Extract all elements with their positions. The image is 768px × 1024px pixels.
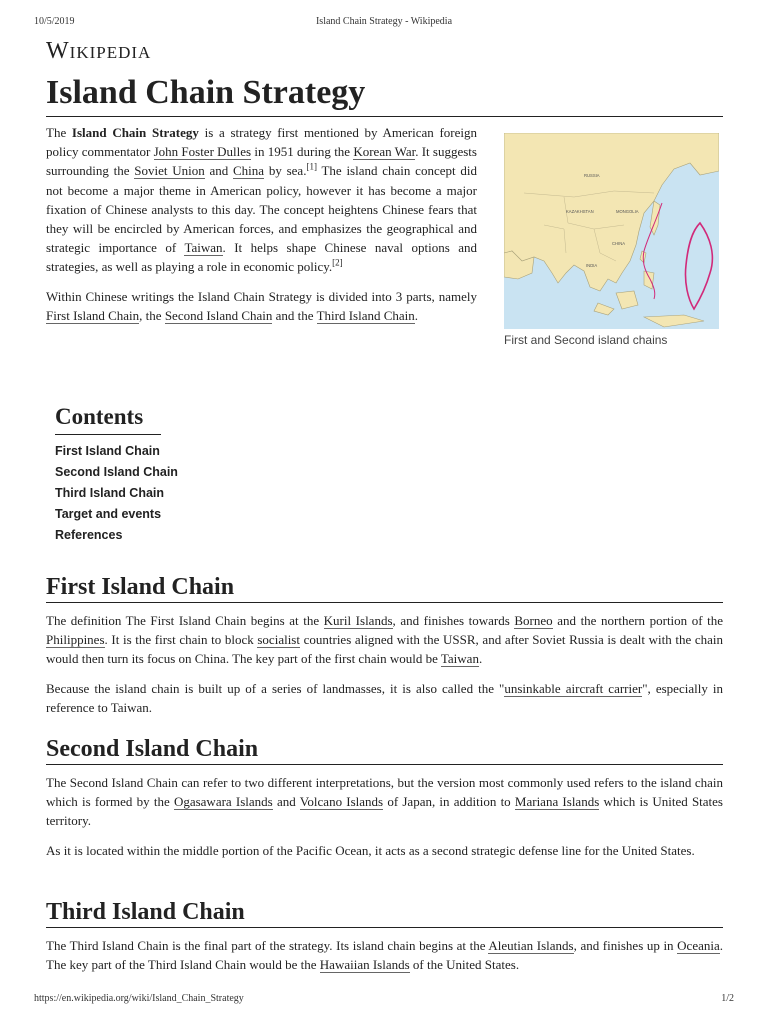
print-page-title: Island Chain Strategy - Wikipedia: [315, 16, 453, 27]
section-paragraph: The definition The First Island Chain begins at the Kuril Islands, and finishes towards Borneo and the northern portion of the Philippines. It is the first chain to block socialist countries aligned with the USSR, and after Soviet Russia is dealt with the chain would then turn its focus on China. The key part of the first chain would be Taiwan.: [46, 613, 723, 667]
section-heading: Third Island Chain: [46, 897, 723, 928]
figure-caption: First and Second island chains: [504, 333, 668, 347]
reference-1[interactable]: [1]: [306, 162, 317, 173]
page-title: Island Chain Strategy: [46, 72, 723, 117]
link-aleutian-islands[interactable]: Aleutian Islands: [488, 938, 574, 953]
section-paragraph: Because the island chain is built up of a series of landmasses, it is also called the "unsinkable aircraft carrier", especially in reference to Taiwan.: [46, 680, 723, 715]
section-paragraph: As it is located within the middle portion of the Pacific Ocean, it acts as a second strategic defense line for the United States.: [46, 842, 695, 858]
map-figure: [504, 133, 719, 347]
link-mariana-islands[interactable]: Mariana Islands: [514, 794, 600, 810]
wikipedia-logo[interactable]: Wikipedia: [46, 38, 152, 64]
section-paragraph: The Third Island Chain is the final part of the strategy. Its island chain begins at the Aleutian Islands, and finishes up in Oceania. The key part of the Third Island Chain would be the Hawaiian Islands of the United States.: [46, 938, 723, 973]
map-label-kazakhstan: KAZAKHSTAN: [566, 209, 594, 214]
lead-section: [46, 123, 477, 335]
link-volcano-islands[interactable]: Volcano Islands: [299, 794, 384, 810]
page-number: 1/2: [721, 993, 734, 1004]
lead-paragraph-2: Within Chinese writings the Island Chain Strategy is divided into 3 parts, namely First Island Chain, the Second Island Chain and the Third Island Chain.: [46, 288, 477, 323]
print-date: 10/5/2019: [34, 16, 75, 27]
toc-item-second-island-chain[interactable]: Second Island Chain: [55, 465, 178, 479]
lead-paragraph-1: The Island Chain Strategy is a strategy first mentioned by American foreign policy commentator John Foster Dulles in 1951 during the Korean War. It suggests surrounding the Soviet Union and China by sea.[1] The island chain concept did not become a major theme in American policy, however it has become a major fixation of Chinese analysts to this day. The concept heightens Chinese fears that they will be encircled by American forces, and emphasizes the geographical and strategic importance of Taiwan. It helps shape Chinese naval options and strategies, as well as playing a role in economic policy.[2]: [46, 125, 478, 275]
link-second-island-chain[interactable]: Second Island Chain: [164, 307, 273, 323]
map-label-china: CHINA: [612, 241, 626, 246]
link-third-island-chain[interactable]: Third Island Chain: [316, 307, 415, 323]
section-heading: Second Island Chain: [46, 734, 723, 765]
link-hawaiian-islands[interactable]: Hawaiian Islands: [319, 957, 410, 973]
link-oceania[interactable]: Oceania: [677, 938, 720, 953]
link-borneo[interactable]: Borneo: [514, 613, 553, 628]
section-paragraph: The Second Island Chain can refer to two different interpretations, but the version most commonly used refers to the island chain which is formed by the Ogasawara Islands and Volcano Islands of Japan, in addition to Mariana Islands which is United States territory.: [46, 775, 723, 829]
link-taiwan[interactable]: Taiwan: [440, 651, 479, 667]
link-taiwan[interactable]: Taiwan: [184, 240, 223, 256]
print-footer: [34, 993, 734, 1007]
link-kuril-islands[interactable]: Kuril Islands: [323, 613, 393, 628]
toc-item-third-island-chain[interactable]: Third Island Chain: [55, 486, 165, 500]
toc-title: Contents: [55, 404, 161, 435]
toc-item-references[interactable]: References: [55, 528, 123, 542]
link-philippines[interactable]: Philippines: [46, 632, 105, 648]
print-header: [34, 16, 734, 30]
section-first-island-chain: [46, 572, 723, 727]
link-korean-war[interactable]: Korean War: [353, 144, 416, 160]
table-of-contents: [55, 404, 178, 546]
link-china[interactable]: China: [233, 163, 265, 179]
island-chains-map[interactable]: [504, 133, 719, 329]
map-label-mongolia: MONGOLIA: [616, 209, 639, 214]
toc-item-first-island-chain[interactable]: First Island Chain: [55, 444, 160, 458]
toc-list: [55, 441, 178, 546]
reference-2[interactable]: [2]: [332, 258, 343, 269]
link-first-island-chain[interactable]: First Island Chain: [46, 307, 140, 323]
map-label-russia: RUSSIA: [584, 173, 600, 178]
toc-item-target-and-events[interactable]: Target and events: [55, 507, 162, 521]
section-second-island-chain: [46, 734, 723, 870]
link-soviet-union[interactable]: Soviet Union: [134, 163, 205, 179]
link-socialist[interactable]: socialist: [257, 632, 300, 648]
section-heading: First Island Chain: [46, 572, 723, 603]
link-john-foster-dulles[interactable]: John Foster Dulles: [153, 144, 252, 160]
map-label-india: INDIA: [586, 263, 598, 268]
link-unsinkable-aircraft-carrier[interactable]: unsinkable aircraft carrier: [504, 680, 643, 696]
article-subject: Island Chain Strategy: [71, 125, 199, 140]
section-third-island-chain: [46, 897, 723, 984]
print-url: https://en.wikipedia.org/wiki/Island_Chain_Strategy: [34, 993, 244, 1004]
link-ogasawara-islands[interactable]: Ogasawara Islands: [173, 794, 273, 810]
